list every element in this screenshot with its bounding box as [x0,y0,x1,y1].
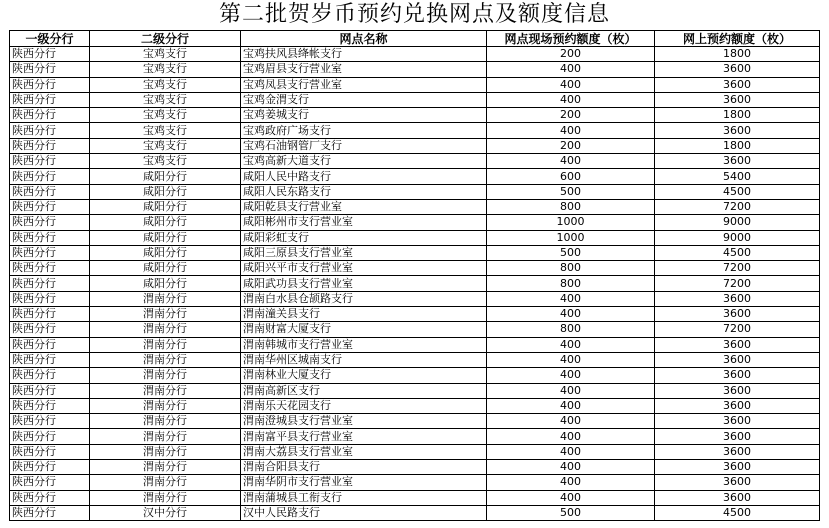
outlet-name-cell: 渭南财富大厦支行 [241,322,487,337]
tier1-branch-cell: 陕西分行 [10,199,90,214]
onsite-quota-cell: 200 [487,108,655,123]
outlet-name-cell: 渭南高新区支行 [241,383,487,398]
tier2-branch-cell: 渭南分行 [90,398,241,413]
online-quota-cell: 7200 [655,199,820,214]
tier2-branch-cell: 宝鸡支行 [90,123,241,138]
table-row [10,92,820,107]
table-row [10,47,820,62]
tier2-branch-cell: 渭南分行 [90,414,241,429]
onsite-quota-cell: 400 [487,291,655,306]
table-row [10,230,820,245]
table-row [10,261,820,276]
table-header-row [10,31,820,47]
tier1-branch-cell: 陕西分行 [10,92,90,107]
online-quota-cell: 3600 [655,291,820,306]
outlet-name-cell: 宝鸡政府广场支行 [241,123,487,138]
online-quota-cell: 1800 [655,47,820,62]
online-quota-cell: 3600 [655,460,820,475]
tier2-branch-cell: 宝鸡支行 [90,108,241,123]
online-quota-cell: 3600 [655,383,820,398]
tier2-branch-cell: 咸阳分行 [90,276,241,291]
online-quota-cell: 3600 [655,475,820,490]
tier1-branch-cell: 陕西分行 [10,307,90,322]
onsite-quota-cell: 400 [487,444,655,459]
table-row [10,475,820,490]
table-row [10,383,820,398]
tier1-branch-cell: 陕西分行 [10,475,90,490]
table-row [10,429,820,444]
online-quota-cell: 1800 [655,108,820,123]
online-quota-cell: 3600 [655,337,820,352]
outlet-name-cell: 咸阳武功县支行营业室 [241,276,487,291]
tier1-branch-cell: 陕西分行 [10,352,90,367]
tier2-branch-cell: 渭南分行 [90,291,241,306]
online-quota-cell: 3600 [655,490,820,505]
online-quota-cell: 7200 [655,322,820,337]
online-quota-cell: 4500 [655,184,820,199]
onsite-quota-cell: 400 [487,490,655,505]
onsite-quota-cell: 400 [487,307,655,322]
onsite-quota-cell: 800 [487,276,655,291]
tier2-branch-cell: 咸阳分行 [90,215,241,230]
onsite-quota-cell: 400 [487,92,655,107]
tier1-branch-cell: 陕西分行 [10,414,90,429]
table-row [10,352,820,367]
table-row [10,291,820,306]
online-quota-cell: 3600 [655,123,820,138]
onsite-quota-cell: 400 [487,475,655,490]
online-quota-cell: 1800 [655,138,820,153]
tier1-branch-cell: 陕西分行 [10,429,90,444]
outlet-name-cell: 渭南富平县支行营业室 [241,429,487,444]
online-quota-cell: 3600 [655,62,820,77]
tier1-branch-cell: 陕西分行 [10,215,90,230]
tier1-branch-cell: 陕西分行 [10,383,90,398]
outlet-name-cell: 渭南蒲城县工衔支行 [241,490,487,505]
onsite-quota-cell: 400 [487,337,655,352]
outlet-name-cell: 咸阳人民东路支行 [241,184,487,199]
tier2-branch-cell: 咸阳分行 [90,169,241,184]
header-tier2-branch: 二级分行 [90,31,241,47]
tier2-branch-cell: 宝鸡支行 [90,92,241,107]
table-row [10,490,820,505]
tier2-branch-cell: 宝鸡支行 [90,47,241,62]
tier2-branch-cell: 宝鸡支行 [90,138,241,153]
tier2-branch-cell: 宝鸡支行 [90,62,241,77]
table-row [10,460,820,475]
onsite-quota-cell: 600 [487,169,655,184]
table-row [10,322,820,337]
online-quota-cell: 3600 [655,444,820,459]
table-row [10,368,820,383]
outlet-name-cell: 渭南华州区城南支行 [241,352,487,367]
tier1-branch-cell: 陕西分行 [10,62,90,77]
outlet-name-cell: 咸阳彩虹支行 [241,230,487,245]
outlet-name-cell: 宝鸡凤县支行营业室 [241,77,487,92]
table-row [10,398,820,413]
outlet-name-cell: 宝鸡高新大道支行 [241,154,487,169]
tier2-branch-cell: 渭南分行 [90,307,241,322]
outlet-name-cell: 咸阳乾县支行营业室 [241,199,487,214]
tier1-branch-cell: 陕西分行 [10,261,90,276]
table-row [10,337,820,352]
outlet-name-cell: 咸阳彬州市支行营业室 [241,215,487,230]
online-quota-cell: 4500 [655,505,820,520]
tier1-branch-cell: 陕西分行 [10,337,90,352]
tier2-branch-cell: 渭南分行 [90,352,241,367]
table-row [10,169,820,184]
table-row [10,62,820,77]
table-row [10,414,820,429]
tier2-branch-cell: 咸阳分行 [90,184,241,199]
online-quota-cell: 9000 [655,230,820,245]
online-quota-cell: 3600 [655,92,820,107]
onsite-quota-cell: 400 [487,398,655,413]
outlet-name-cell: 渭南华阴市支行营业室 [241,475,487,490]
tier1-branch-cell: 陕西分行 [10,398,90,413]
table-row [10,215,820,230]
outlet-name-cell: 渭南韩城市支行营业室 [241,337,487,352]
tier1-branch-cell: 陕西分行 [10,108,90,123]
tier2-branch-cell: 咸阳分行 [90,261,241,276]
tier2-branch-cell: 渭南分行 [90,444,241,459]
table-row [10,245,820,260]
table-row [10,138,820,153]
outlet-name-cell: 宝鸡金渭支行 [241,92,487,107]
onsite-quota-cell: 400 [487,414,655,429]
outlet-name-cell: 咸阳人民中路支行 [241,169,487,184]
online-quota-cell: 4500 [655,245,820,260]
outlet-name-cell: 宝鸡眉县支行营业室 [241,62,487,77]
tier2-branch-cell: 渭南分行 [90,322,241,337]
outlet-name-cell: 渭南林业大厦支行 [241,368,487,383]
table-row [10,199,820,214]
onsite-quota-cell: 800 [487,322,655,337]
tier2-branch-cell: 咸阳分行 [90,245,241,260]
onsite-quota-cell: 200 [487,47,655,62]
online-quota-cell: 3600 [655,398,820,413]
onsite-quota-cell: 400 [487,62,655,77]
tier1-branch-cell: 陕西分行 [10,291,90,306]
tier2-branch-cell: 渭南分行 [90,460,241,475]
table-row [10,307,820,322]
outlet-name-cell: 渭南潼关县支行 [241,307,487,322]
online-quota-cell: 3600 [655,414,820,429]
tier2-branch-cell: 宝鸡支行 [90,154,241,169]
tier2-branch-cell: 渭南分行 [90,490,241,505]
tier1-branch-cell: 陕西分行 [10,123,90,138]
online-quota-cell: 3600 [655,429,820,444]
onsite-quota-cell: 400 [487,429,655,444]
onsite-quota-cell: 400 [487,77,655,92]
table-row [10,276,820,291]
tier1-branch-cell: 陕西分行 [10,230,90,245]
onsite-quota-cell: 500 [487,245,655,260]
tier2-branch-cell: 渭南分行 [90,383,241,398]
tier1-branch-cell: 陕西分行 [10,322,90,337]
tier2-branch-cell: 渭南分行 [90,475,241,490]
outlet-name-cell: 渭南乐天花园支行 [241,398,487,413]
tier1-branch-cell: 陕西分行 [10,368,90,383]
onsite-quota-cell: 400 [487,154,655,169]
onsite-quota-cell: 800 [487,199,655,214]
online-quota-cell: 3600 [655,352,820,367]
table-row [10,505,820,520]
tier1-branch-cell: 陕西分行 [10,505,90,520]
onsite-quota-cell: 400 [487,352,655,367]
outlet-name-cell: 咸阳三原县支行营业室 [241,245,487,260]
onsite-quota-cell: 400 [487,368,655,383]
onsite-quota-cell: 500 [487,184,655,199]
online-quota-cell: 7200 [655,276,820,291]
outlet-name-cell: 渭南白水县仓颉路支行 [241,291,487,306]
table-row [10,184,820,199]
outlet-name-cell: 咸阳兴平市支行营业室 [241,261,487,276]
tier1-branch-cell: 陕西分行 [10,77,90,92]
onsite-quota-cell: 800 [487,261,655,276]
tier1-branch-cell: 陕西分行 [10,444,90,459]
online-quota-cell: 7200 [655,261,820,276]
table-row [10,77,820,92]
tier2-branch-cell: 渭南分行 [90,429,241,444]
tier2-branch-cell: 宝鸡支行 [90,77,241,92]
tier1-branch-cell: 陕西分行 [10,245,90,260]
outlet-name-cell: 渭南大荔县支行营业室 [241,444,487,459]
outlet-name-cell: 渭南合阳县支行 [241,460,487,475]
header-tier1-branch: 一级分行 [10,31,90,47]
onsite-quota-cell: 200 [487,138,655,153]
table-row [10,108,820,123]
tier2-branch-cell: 咸阳分行 [90,230,241,245]
outlet-name-cell: 渭南澄城县支行营业室 [241,414,487,429]
outlet-name-cell: 汉中人民路支行 [241,505,487,520]
onsite-quota-cell: 400 [487,460,655,475]
tier2-branch-cell: 渭南分行 [90,368,241,383]
tier1-branch-cell: 陕西分行 [10,490,90,505]
page-title: 第二批贺岁币预约兑换网点及额度信息 [218,2,610,27]
tier2-branch-cell: 渭南分行 [90,337,241,352]
tier1-branch-cell: 陕西分行 [10,276,90,291]
quota-table [9,30,820,521]
online-quota-cell: 3600 [655,77,820,92]
header-outlet-name: 网点名称 [241,31,487,47]
onsite-quota-cell: 1000 [487,230,655,245]
online-quota-cell: 5400 [655,169,820,184]
online-quota-cell: 9000 [655,215,820,230]
table-row [10,123,820,138]
outlet-name-cell: 宝鸡姜城支行 [241,108,487,123]
onsite-quota-cell: 500 [487,505,655,520]
outlet-name-cell: 宝鸡石油钢管厂支行 [241,138,487,153]
onsite-quota-cell: 400 [487,383,655,398]
tier1-branch-cell: 陕西分行 [10,47,90,62]
online-quota-cell: 3600 [655,368,820,383]
header-onsite-quota: 网点现场预约额度（枚） [487,31,655,47]
tier1-branch-cell: 陕西分行 [10,460,90,475]
onsite-quota-cell: 1000 [487,215,655,230]
online-quota-cell: 3600 [655,307,820,322]
tier1-branch-cell: 陕西分行 [10,184,90,199]
table-row [10,444,820,459]
header-online-quota: 网上预约额度（枚） [655,31,820,47]
tier1-branch-cell: 陕西分行 [10,138,90,153]
tier2-branch-cell: 汉中分行 [90,505,241,520]
table-row [10,154,820,169]
online-quota-cell: 3600 [655,154,820,169]
outlet-name-cell: 宝鸡扶风县绛帐支行 [241,47,487,62]
onsite-quota-cell: 400 [487,123,655,138]
tier2-branch-cell: 咸阳分行 [90,199,241,214]
tier1-branch-cell: 陕西分行 [10,154,90,169]
tier1-branch-cell: 陕西分行 [10,169,90,184]
